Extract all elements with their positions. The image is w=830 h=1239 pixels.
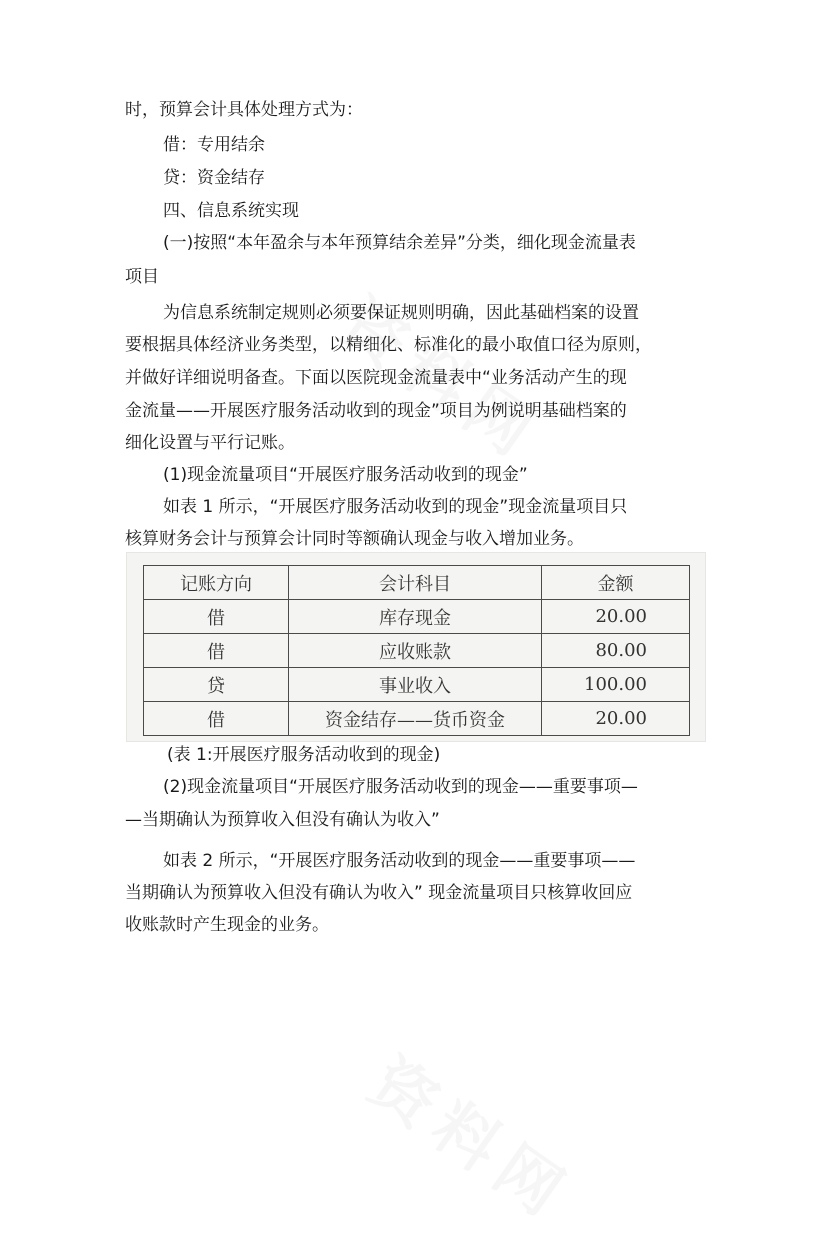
cell-amount: 20.00: [542, 600, 690, 634]
header-account: 会计科目: [289, 566, 542, 600]
paragraph-line: 并做好详细说明备查。下面以医院现金流量表中“业务活动产生的现: [125, 368, 627, 388]
paragraph-line: 要根据具体经济业务类型，以精细化、标准化的最小取值口径为原则，: [125, 335, 652, 355]
paragraph-line: 收账款时产生现金的业务。: [125, 915, 329, 935]
paragraph-line: 如表 1 所示，“开展医疗服务活动收到的现金”现金流量项目只: [163, 497, 628, 517]
cell-direction: 借: [144, 702, 289, 736]
table-row: [144, 600, 690, 634]
watermark: [354, 1033, 594, 1239]
paragraph-line: 贷：资金结存: [163, 168, 265, 188]
paragraph-line: 为信息系统制定规则必须要保证规则明确，因此基础档案的设置: [163, 303, 639, 323]
table-image: [126, 552, 706, 742]
paragraph-line: 细化设置与平行记账。: [125, 433, 295, 453]
cell-amount: 80.00: [542, 634, 690, 668]
paragraph-line: 当期确认为预算收入但没有确认为收入” 现金流量项目只核算收回应: [125, 883, 633, 903]
cell-direction: 借: [144, 600, 289, 634]
item-heading: (2)现金流量项目“开展医疗服务活动收到的现金——重要事项—: [163, 777, 638, 797]
table-row: [144, 702, 690, 736]
header-direction: 记账方向: [144, 566, 289, 600]
subsection-heading: (一)按照“本年盈余与本年预算结余差异”分类，细化现金流量表: [163, 233, 636, 253]
ledger-table: [143, 565, 690, 736]
subsection-heading: 项目: [125, 267, 159, 287]
item-heading: —当期确认为预算收入但没有确认为收入”: [125, 810, 440, 830]
table-row: [144, 634, 690, 668]
paragraph-line: 金流量——开展医疗服务活动收到的现金”项目为例说明基础档案的: [125, 401, 627, 421]
paragraph-line: 核算财务会计与预算会计同时等额确认现金与收入增加业务。: [125, 529, 584, 549]
cell-direction: 贷: [144, 668, 289, 702]
header-amount: 金额: [542, 566, 690, 600]
table-caption: (表 1:开展医疗服务活动收到的现金): [167, 745, 441, 765]
cell-account: 库存现金: [289, 600, 542, 634]
cell-account: 应收账款: [289, 634, 542, 668]
cell-account: 资金结存——货币资金: [289, 702, 542, 736]
paragraph-line: 时，预算会计具体处理方式为：: [125, 100, 363, 120]
cell-amount: 100.00: [542, 668, 690, 702]
section-heading: 四、信息系统实现: [163, 201, 299, 221]
cell-direction: 借: [144, 634, 289, 668]
table-header-row: [144, 566, 690, 600]
paragraph-line: 借：专用结余: [163, 135, 265, 155]
cell-amount: 20.00: [542, 702, 690, 736]
cell-account: 事业收入: [289, 668, 542, 702]
paragraph-line: 如表 2 所示，“开展医疗服务活动收到的现金——重要事项——: [163, 851, 636, 871]
table-row: [144, 668, 690, 702]
item-heading: (1)现金流量项目“开展医疗服务活动收到的现金”: [163, 465, 528, 485]
